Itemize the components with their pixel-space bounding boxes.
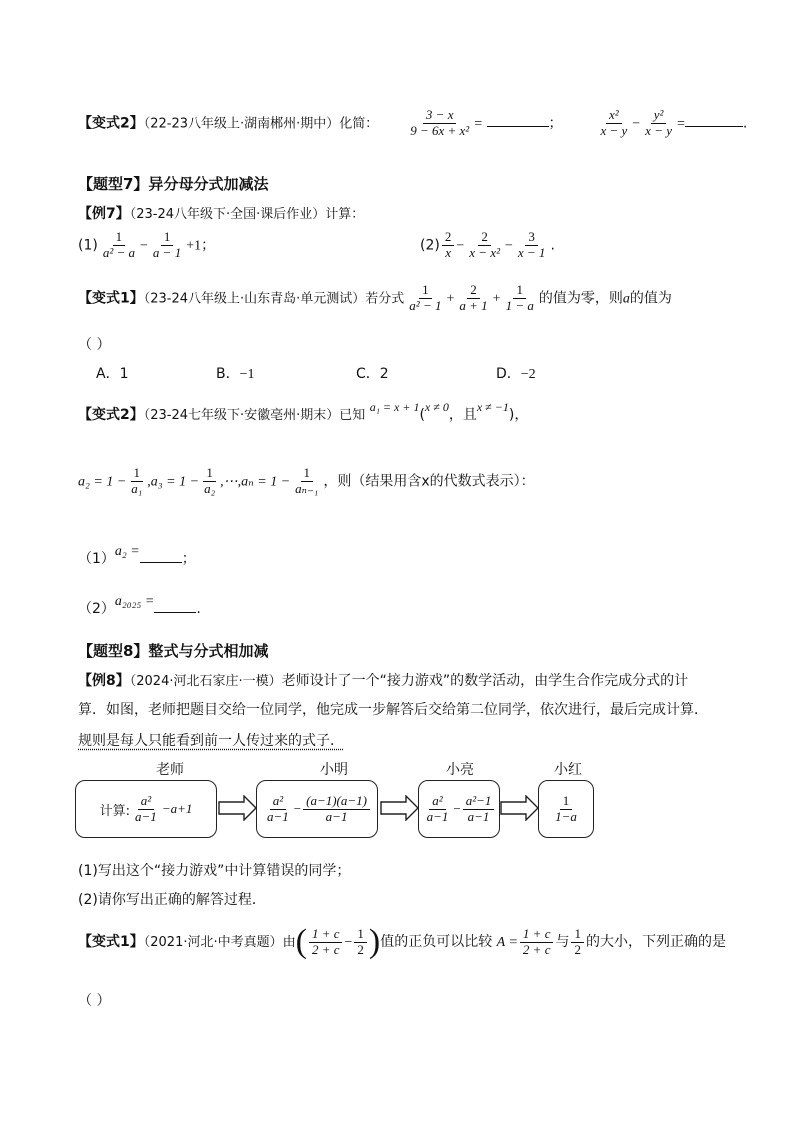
example7: 【例7】（23-24八年级下·全国·课后作业）计算： <box>78 206 365 222</box>
fraction: $\frac{1}{\text{a₂}}$ <box>204 465 216 496</box>
question-2: （2）a₂₀₂₅ = . <box>78 594 201 617</box>
xiaoming-box: $\frac{\text{a²}}{a-1}$ − $\frac{(a-1)(a-1)}{a-1}$ <box>256 780 378 838</box>
label-teacher: 老师 <box>156 762 184 778</box>
fraction: $\frac{2}{\text{x − x²}}$ <box>469 229 500 260</box>
fraction: $\frac{\text{x²}}{x - y}$ <box>600 107 628 138</box>
option-c[interactable]: C．2 <box>356 366 389 382</box>
options <box>96 363 760 383</box>
section-title: 【题型8】整式与分式相加减 <box>78 642 269 660</box>
fraction: $\frac{3 - x}{\text{9 − 6x + x²}}$ <box>410 107 470 138</box>
fraction: $\frac{3}{x - 1}$ <box>517 229 546 260</box>
variant2-top: 【变式2】（22-23八年级上·湖南郴州·期中）化简： $\frac{3 - x}{\text{9 − 6x + x²}}$ = ； $\frac{\text{x²}}{x - y}$ − $\frac{\text{y²}}{x - y}$ = . <box>78 107 748 138</box>
label-xiaoming: 小明 <box>320 762 348 778</box>
answer-blank[interactable] <box>154 612 196 613</box>
example8-line3: 规则是每人只能看到前一人传过来的式子． <box>78 733 344 749</box>
example8-q1: (1)写出这个“接力游戏”中计算错误的同学； <box>78 863 351 879</box>
option-d[interactable]: D．−2 <box>496 366 536 382</box>
option-a[interactable]: A．1 <box>96 366 129 382</box>
answer-blank[interactable] <box>685 126 743 127</box>
arrow-icon <box>218 795 258 821</box>
example8-q2: (2)请你写出正确的解答过程． <box>78 892 266 908</box>
fraction: $\frac{1}{\text{a² − a}}$ <box>102 229 136 260</box>
fraction: $\frac{1}{1 - a}$ <box>505 282 534 313</box>
fraction: $\frac{1}{a - 1}$ <box>152 229 182 260</box>
fraction: $\frac{1}{\text{a₁}}$ <box>131 465 143 496</box>
teacher-box: 计算: $\frac{\text{a²}}{a-1}$ −a+1 <box>75 780 217 838</box>
arrow-icon <box>380 795 420 821</box>
sequence-definition: a₂ = 1 − $\frac{1}{\text{a₁}}$ ,a₃ = 1 − $\frac{1}{\text{a₂}}$ ,⋯,aₙ = 1 − $\frac{1}{\text{aₙ₋₁}}$ ，则（结果用含x的代数式表示）： <box>78 465 535 496</box>
source: （22-23八年级上·湖南郴州·期中）化简： <box>143 116 379 132</box>
xiaoliang-box: $\frac{\text{a²}}{a-1}$ − $\frac{\text{a²−1}}{a-1}$ <box>418 780 500 838</box>
label-xiaohong: 小红 <box>554 762 582 778</box>
fraction: $\frac{1}{\text{a² − 1}}$ <box>409 282 442 313</box>
fraction: $\frac{2}{x}$ <box>442 230 455 261</box>
example8-line2: 算．如图，老师把题目交给一位同学，他完成一步解答后交给第二位同学，依次进行，最后完成计算． <box>78 702 708 718</box>
fraction: $\frac{2}{a + 1}$ <box>459 282 488 313</box>
answer-paren: （ ） <box>78 337 111 353</box>
variant1-bottom: 【变式1】（2021·河北·中考真题）由( $\frac{1 + c}{2 + c}$ − $\frac{1}{2}$ )值的正负可以比较 A = $\frac{1 + c}{2 + c}$ 与 $\frac{1}{2}$ 的大小，下列正确的是 <box>78 923 726 960</box>
option-b[interactable]: B．−1 <box>216 366 255 382</box>
arrow-icon <box>500 795 540 821</box>
section-title: 【题型7】异分母分式加减法 <box>78 175 269 193</box>
example8: 【例8】（2024·河北石家庄·一模）老师设计了一个“接力游戏”的数学活动，由学生合作完成分式的计 <box>78 673 689 689</box>
answer-blank[interactable] <box>140 562 182 563</box>
answer-paren: （ ） <box>78 993 111 1009</box>
variant2: 【变式2】（23-24七年级下·安徽亳州·期末）已知 a₁ = x + 1(x ≠ 0，且x ≠ −1)， <box>78 400 529 423</box>
fraction: $\frac{\text{y²}}{x - y}$ <box>645 107 672 138</box>
fraction: $\frac{1}{\text{aₙ₋₁}}$ <box>295 465 319 496</box>
answer-blank[interactable] <box>487 126 549 127</box>
question-1: （1）a₂ = ； <box>78 544 196 567</box>
label-xiaoliang: 小亮 <box>446 762 474 778</box>
example7-parts: (1) $\frac{1}{\text{a² − a}}$ − $\frac{1}{a - 1}$ +1； (2) $\frac{2}{x}$ − $\frac{2}{\text{x − x²}}$ − $\frac{3}{x - 1}$ . <box>78 229 555 260</box>
variant-tag: 【变式2】 <box>78 115 144 132</box>
xiaohong-box: $\frac{1}{1-a}$ <box>538 780 594 838</box>
variant1: 【变式1】（23-24八年级上·山东青岛·单元测试）若分式 $\frac{1}{\text{a² − 1}}$ + $\frac{2}{a + 1}$ + $\frac{1}{1 - a}$ 的值为零，则a的值为 <box>78 282 672 313</box>
